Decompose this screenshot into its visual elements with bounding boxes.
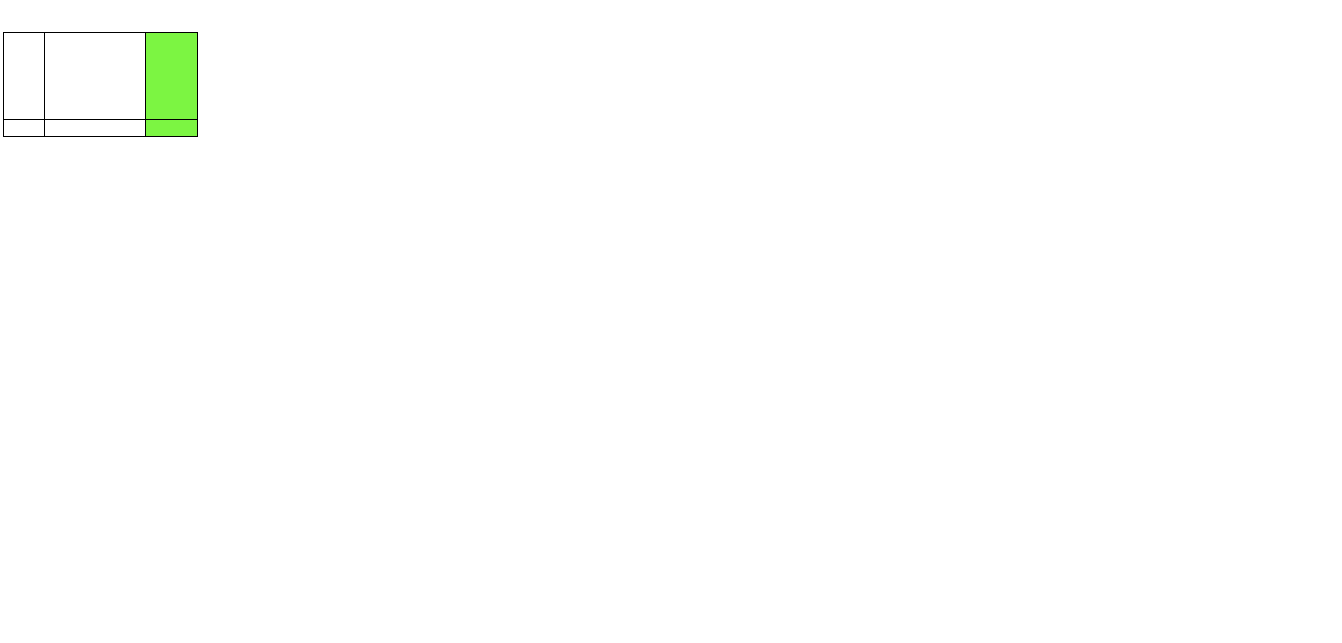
header-blank-name [44, 33, 146, 120]
date-header-row [4, 120, 1342, 137]
header-memb-no [4, 120, 45, 137]
event-header-row [4, 33, 1342, 120]
handicap-table [3, 32, 1342, 137]
header-name [44, 120, 146, 137]
page-title [0, 0, 1342, 28]
header-start-handicap [146, 33, 197, 120]
header-start-date-cell [146, 120, 197, 137]
header-blank-no [4, 33, 45, 120]
